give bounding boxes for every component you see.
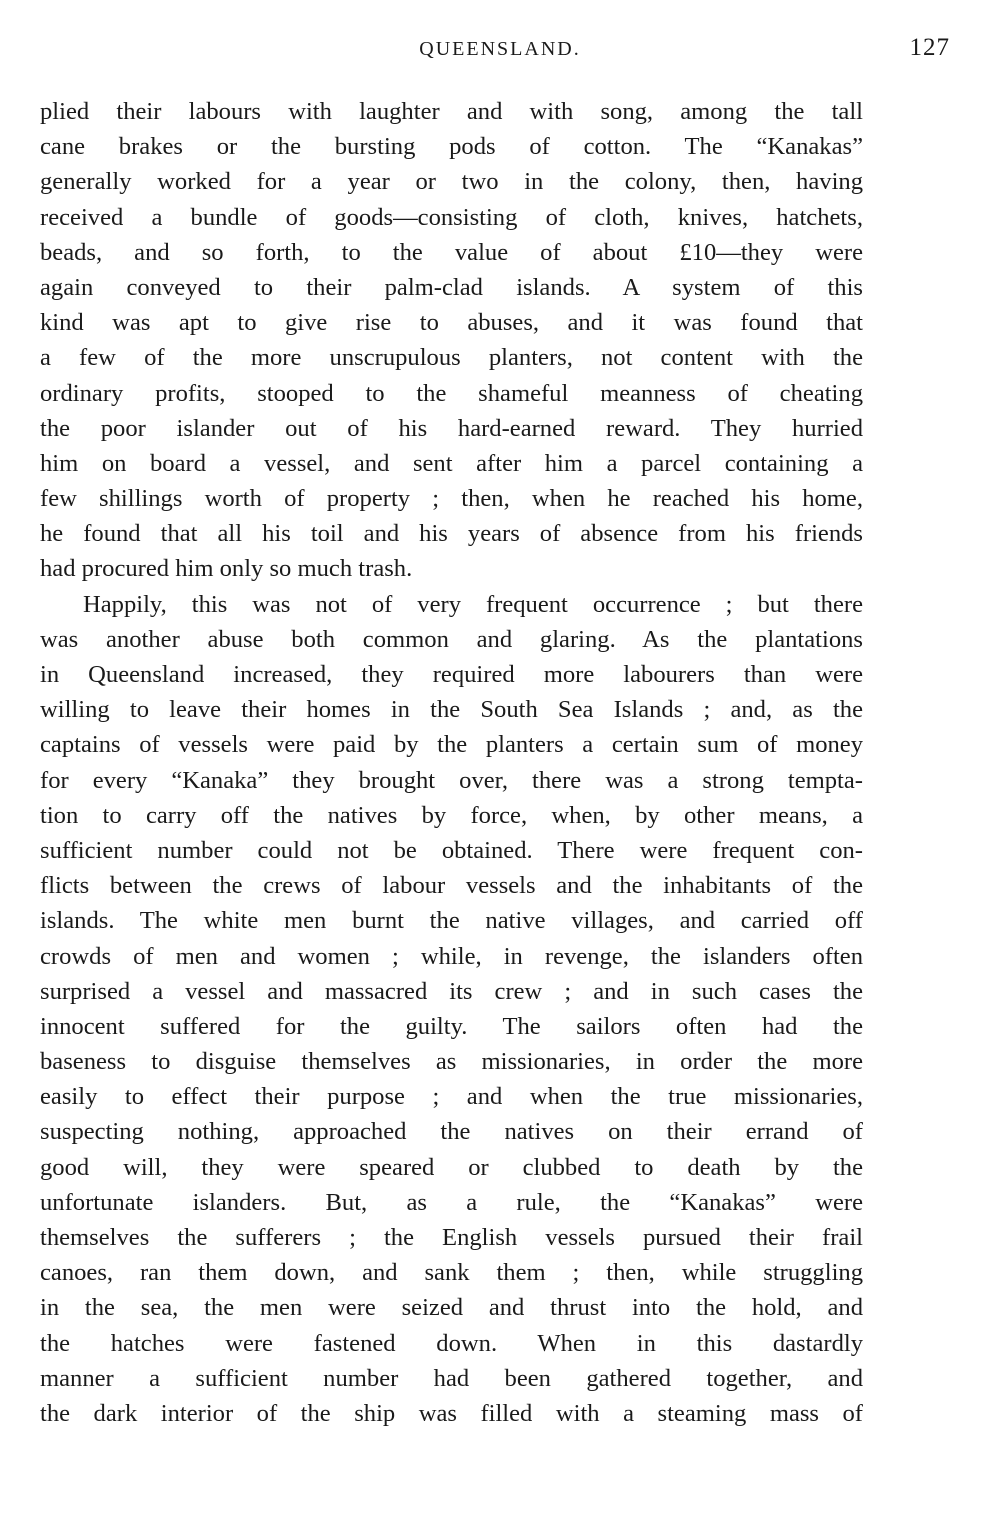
text-line: tion to carry off the natives by force, when, by other means, a <box>40 801 863 829</box>
text-line: easily to effect their purpose ; and when the true missionaries, <box>40 1083 863 1111</box>
text-line: him on board a vessel, and sent after him a parcel containing a <box>40 449 863 477</box>
text-line: cane brakes or the bursting pods of cotton. The “Kanakas” <box>40 133 863 161</box>
text-line: the hatches were fastened down. When in this dastardly <box>40 1329 863 1357</box>
running-header <box>40 34 960 68</box>
text-line: he found that all his toil and his years of absence from his friends <box>40 520 863 548</box>
text-line: for every “Kanaka” they brought over, there was a strong tempta- <box>40 766 863 794</box>
text-line: was another abuse both common and glaring. As the plantations <box>40 625 863 653</box>
text-line: unfortunate islanders. But, as a rule, the “Kanakas” were <box>40 1188 863 1216</box>
text-line: surprised a vessel and massacred its crew ; and in such cases the <box>40 977 863 1005</box>
text-line: few shillings worth of property ; then, when he reached his home, <box>40 485 863 513</box>
text-line: beads, and so forth, to the value of about £10—they were <box>40 238 863 266</box>
text-line: captains of vessels were paid by the planters a certain sum of money <box>40 731 863 759</box>
body-text <box>40 94 863 1431</box>
text-line: baseness to disguise themselves as missionaries, in order the more <box>40 1048 863 1076</box>
text-line: kind was apt to give rise to abuses, and it was found that <box>40 309 863 337</box>
text-line: received a bundle of goods—consisting of cloth, knives, hatchets, <box>40 203 863 231</box>
text-line: islands. The white men burnt the native villages, and carried off <box>40 907 863 935</box>
text-line: a few of the more unscrupulous planters, not content with the <box>40 344 863 372</box>
text-line: Happily, this was not of very frequent occurrence ; but there <box>83 590 863 618</box>
text-line: themselves the sufferers ; the English vessels pursued their frail <box>40 1224 863 1251</box>
text-line: in the sea, the men were seized and thrust into the hold, and <box>40 1294 863 1322</box>
page-number: 127 <box>909 34 950 61</box>
text-line: ordinary profits, stooped to the shameful meanness of cheating <box>40 379 863 407</box>
running-title: QUEENSLAND. <box>419 38 581 60</box>
text-line: generally worked for a year or two in the colony, then, having <box>40 168 863 196</box>
text-line: sufficient number could not be obtained. There were frequent con- <box>40 836 863 864</box>
text-line: willing to leave their homes in the South Sea Islands ; and, as the <box>40 696 863 724</box>
text-line: plied their labours with laughter and with song, among the tall <box>40 98 863 125</box>
text-line: again conveyed to their palm-clad islands. A system of this <box>40 273 863 301</box>
text-line: the poor islander out of his hard-earned reward. They hurried <box>40 414 863 442</box>
text-line: canoes, ran them down, and sank them ; then, while struggling <box>40 1259 863 1287</box>
text-line: manner a sufficient number had been gathered together, and <box>40 1364 863 1392</box>
text-line: crowds of men and women ; while, in revenge, the islanders often <box>40 942 863 970</box>
text-line: innocent suffered for the guilty. The sailors often had the <box>40 1012 863 1040</box>
text-line: good will, they were speared or clubbed to death by the <box>40 1153 863 1181</box>
text-line: the dark interior of the ship was filled with a steaming mass of <box>40 1399 863 1427</box>
text-line: flicts between the crews of labour vessels and the inhabitants of the <box>40 872 863 900</box>
text-line: in Queensland increased, they required more labourers than were <box>40 661 863 688</box>
text-line: suspecting nothing, approached the natives on their errand of <box>40 1118 863 1146</box>
text-line: had procured him only so much trash. <box>40 555 413 583</box>
